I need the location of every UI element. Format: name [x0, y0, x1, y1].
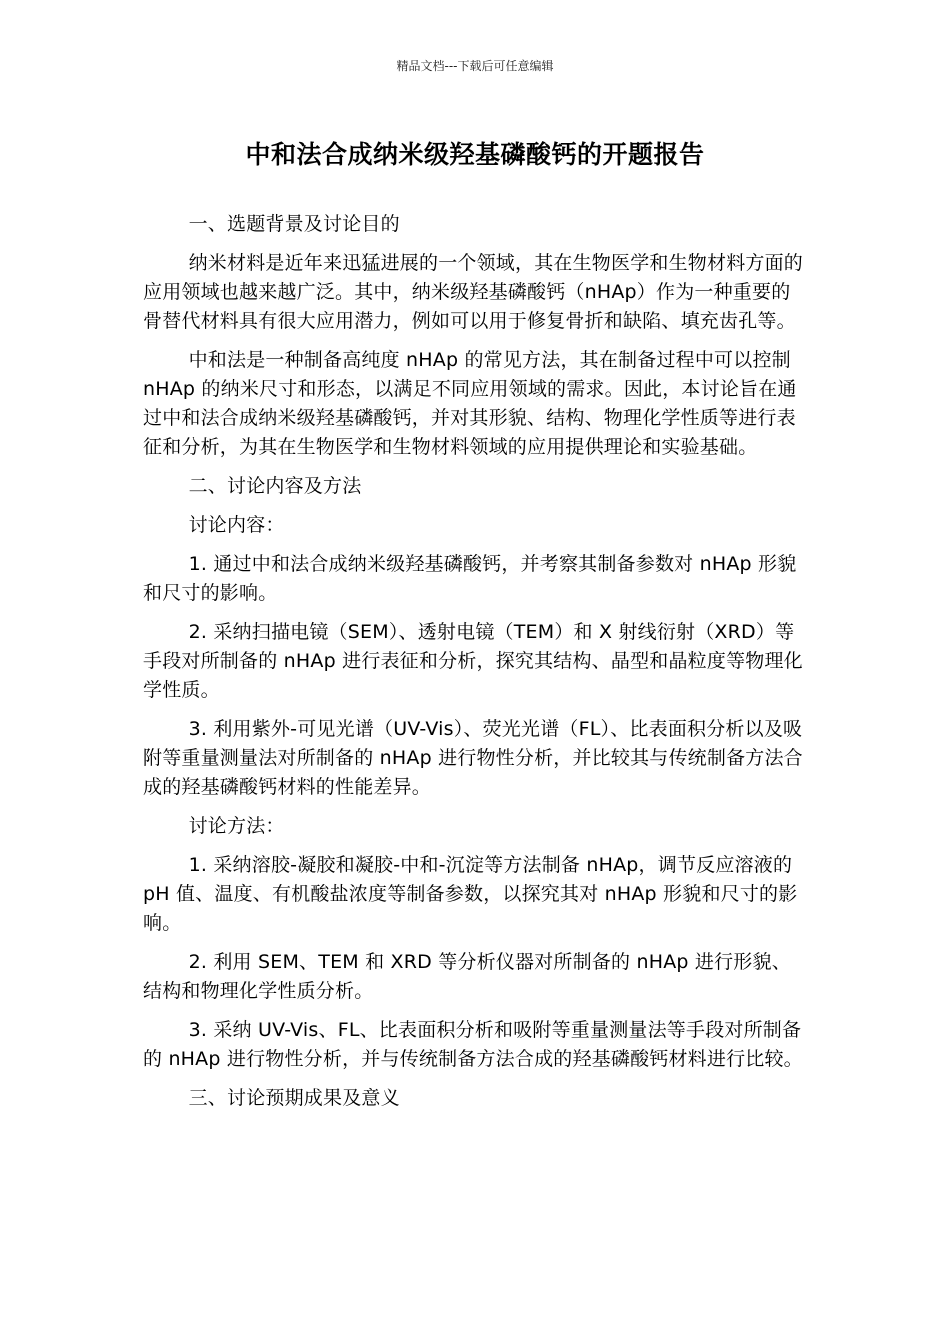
content-item-3: 3. 利用紫外-可见光谱（UV-Vis）、荧光光谱（FL）、比表面积分析以及吸附等重量测量法对所制备的 nHAp 进行物性分析，并比较其与传统制备方法合成的羟基磷酸钙材料的性能差异。 — [143, 718, 803, 798]
method-item-3: 3. 采纳 UV-Vis、FL、比表面积分析和吸附等重量测量法等手段对所制备的 nHAp 进行物性分析，并与传统制备方法合成的羟基磷酸钙材料进行比较。 — [143, 1019, 803, 1070]
document-body — [143, 210, 808, 1123]
method-item-2: 2. 利用 SEM、TEM 和 XRD 等分析仪器对所制备的 nHAp 进行形貌、结构和物理化学性质分析。 — [143, 951, 791, 1002]
paragraph-background-2: 中和法是一种制备高纯度 nHAp 的常见方法，其在制备过程中可以控制 nHAp 的纳米尺寸和形态，以满足不同应用领域的需求。因此，本讨论旨在通过中和法合成纳米级羟基磷酸钙，并对其形貌、结构、物理化学性质等进行表征和分析，为其在生物医学和生物材料领域的应用提供理论和实验基础。 — [143, 349, 797, 458]
content-item-1: 1. 通过中和法合成纳米级羟基磷酸钙，并考察其制备参数对 nHAp 形貌和尺寸的影响。 — [143, 553, 797, 604]
method-item-1: 1. 采纳溶胶-凝胶和凝胶-中和-沉淀等方法制备 nHAp，调节反应溶液的 pH 值、温度、有机酸盐浓度等制备参数，以探究其对 nHAp 形貌和尺寸的影响。 — [143, 854, 798, 934]
subheading-content: 讨论内容： — [188, 514, 285, 536]
section-heading-3: 三、讨论预期成果及意义 — [188, 1087, 400, 1109]
paragraph-background-1: 纳米材料是近年来迅猛进展的一个领域，其在生物医学和生物材料方面的应用领域也越来越广泛。其中，纳米级羟基磷酸钙（nHAp）作为一种重要的骨替代材料具有很大应用潜力，例如可以用于修复骨折和缺陷、填充齿孔等。 — [143, 252, 803, 332]
header-note: 精品文档---下载后可任意编辑 — [396, 59, 554, 73]
document-title: 中和法合成纳米级羟基磷酸钙的开题报告 — [245, 140, 705, 169]
section-heading-1: 一、选题背景及讨论目的 — [188, 213, 400, 235]
subheading-method: 讨论方法： — [188, 815, 285, 837]
section-heading-2: 二、讨论内容及方法 — [188, 475, 362, 497]
content-item-2: 2. 采纳扫描电镜（SEM）、透射电镜（TEM）和 X 射线衍射（XRD）等手段对所制备的 nHAp 进行表征和分析，探究其结构、晶型和晶粒度等物理化学性质。 — [143, 621, 803, 701]
